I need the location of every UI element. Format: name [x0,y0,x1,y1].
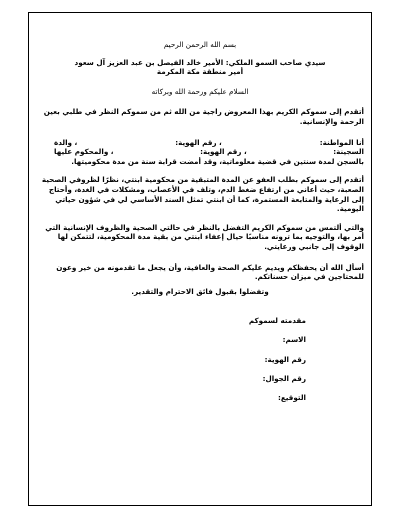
paragraph-identity [36,138,364,167]
signature-field-label: التوقيع: [277,393,306,403]
mobile-field-label: رقم الجوال: [262,373,306,383]
signature-title: مقدمته لسموكم [248,316,306,326]
recipient-block [36,58,364,77]
greeting: السلام عليكم ورحمة الله وبركاته [151,86,249,96]
mother-label: ، والدة [54,137,78,147]
closing-line: وتفضلوا بقبول فائق الاحترام والتقدير. [131,286,269,296]
id-field-label: رقم الهوية: [264,354,306,364]
recipient-line-1: سيدي صاحب السمو الملكي: الأمير خالد الفيصل بن عبد العزيز آل سعود [74,57,326,67]
citizen-id-label: ، رقم الهوية: [175,137,222,147]
basmala: بسم الله الرحمن الرحيم [163,40,237,49]
letter-body [36,12,364,412]
paragraph-request: أتقدم إلى سموكم بطلب العفو عن المدة المتبقية من محكومية ابنتي، نظرًا لظروفي الصحية الصعبة، حيث أعاني من ارتفاع ضغط الدم، وتلف في الأعصاب، ومشكلات في الغدة، وأحتاج إلى الرعاية والمتابعة المستمرة، كما أن ابنتي تمثل السند الأساسي لي في شؤون حياتي اليومية. [41,175,364,214]
sentenced-label: ، والمحكوم عليها [54,147,114,157]
name-field-label: الاسم: [282,335,306,345]
recipient-line-2: أمير منطقة مكة المكرمة [156,67,244,77]
paragraph-intro: أتقدم إلى سموكم الكريم بهذا المعروض راجية من الله ثم من سموكم النظر في طلبي بعين الرحمة والإنسانية. [43,107,364,126]
citizen-label: أنا المواطنة: [319,137,364,147]
paragraph-plea: والتي ألتمس من سموكم الكريم التفضل بالنظر في حالتي الصحية والظروف الإنسانية التي أمر بها، والتوجيه بما ترونه مناسبًا حيال إعفاء ابنتي من بقية مدة المحكومية، لتتمكن لها الوقوف إلى جانبي ورعايتي. [45,222,364,251]
identity-row-2 [36,147,364,157]
prisoner-id-label: ، رقم الهوية: [200,147,247,157]
paragraph-prayer: أسأل الله أن يحفظكم ويديم عليكم الصحة والعافية، وأن يجعل ما تقدمونه من خير وعون للمحتاجين في ميزان حسناتكم. [56,262,364,282]
prisoner-label: السجينة: [333,147,364,157]
sentence-details: بالسجن لمدة سنتين في قضية معلوماتية، وقد أمضت قرابة سنة من مدة محكوميتها. [71,156,364,166]
identity-row-1 [36,138,364,148]
signature-block [36,316,364,402]
